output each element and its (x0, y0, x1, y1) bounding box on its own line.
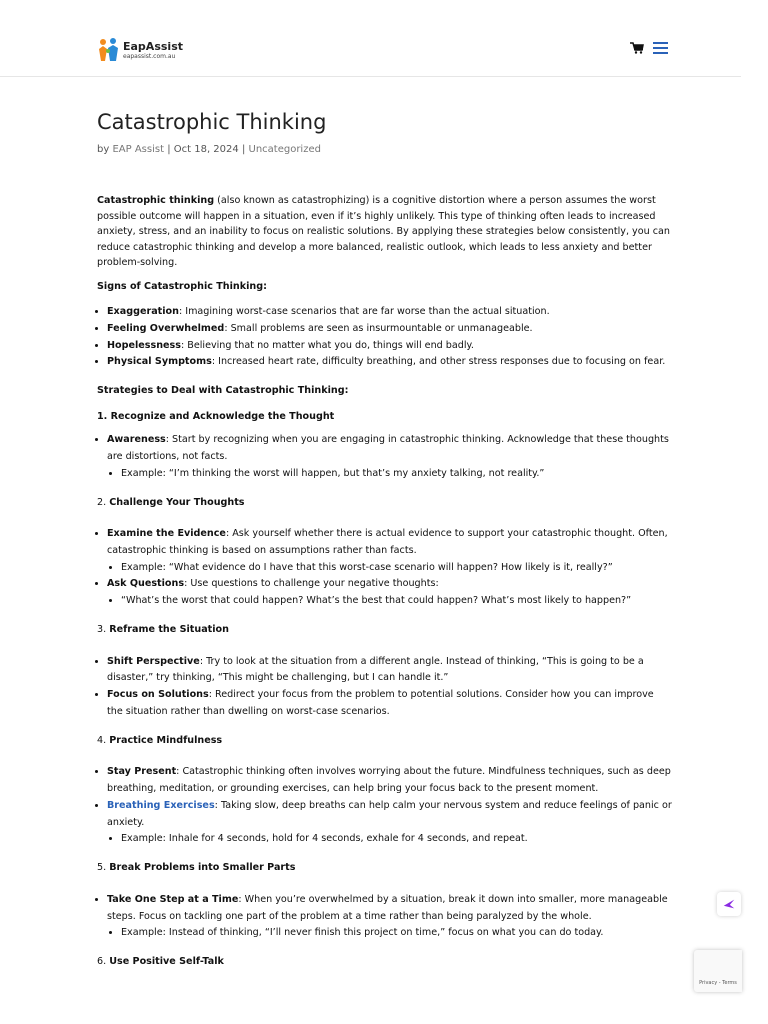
strategy-1-heading (97, 409, 672, 425)
list-item-text: : Believing that no matter what you do, things will end badly. (180, 339, 474, 351)
list-item-term: Take One Step at a Time (107, 893, 239, 905)
strategy-3-heading (97, 622, 672, 638)
strategy-2-list (97, 526, 672, 610)
list-item-term: Examine the Evidence (107, 528, 226, 540)
list-item-term: Stay Present (107, 766, 177, 778)
sub-list (107, 560, 672, 577)
post-title: Catastrophic Thinking (97, 110, 327, 134)
list-item (107, 432, 672, 482)
meta-separator: | (167, 144, 174, 155)
list-item-text: : Increased heart rate, difficulty breathing, and other stress responses due to focusing on fear. (211, 356, 666, 368)
sub-list-item: • “What’s the worst that could happen? What’s the best that could happen? What’s most likely to happen?” (121, 593, 672, 610)
list-item-term: Feeling Overwhelmed (107, 322, 225, 334)
strategy-6-heading-text: Use Positive Self-Talk (109, 956, 224, 968)
hamburger-menu-icon[interactable] (653, 42, 668, 54)
strategy-1-heading-text: 1. Recognize and Acknowledge the Thought (97, 410, 335, 422)
logo-text (123, 41, 183, 60)
site-logo[interactable] (98, 36, 188, 64)
list-item (107, 654, 672, 688)
list-item (107, 526, 672, 576)
strategy-5-list (97, 892, 672, 942)
strategies-heading (97, 383, 672, 399)
list-item (107, 338, 672, 355)
signs-heading-text: Signs of Catastrophic Thinking: (97, 280, 267, 292)
list-item-text: : When you’re overwhelmed by a situation, break it down into smaller, more manageable steps. Focus on tackling one part of the problem at a time rather than being paralyzed by the whole. (107, 893, 668, 922)
strategy-4-heading (97, 733, 672, 749)
list-item (107, 304, 672, 321)
list-item-term: Focus on Solutions (107, 689, 209, 701)
list-item-text: : Ask yourself whether there is actual evidence to support your catastrophic thought. Often, catastrophic thinking is based on assumptions rather than facts. (107, 528, 668, 556)
strategy-3-heading-text: Reframe the Situation (109, 624, 229, 636)
post-date: Oct 18, 2024 (173, 144, 239, 155)
post-content (97, 106, 672, 970)
strategy-2-heading-text: Challenge Your Thoughts (109, 496, 245, 508)
list-item (107, 892, 672, 942)
breathing-exercises-link[interactable]: Breathing Exercises (107, 799, 215, 811)
cart-icon[interactable] (630, 42, 644, 54)
strategy-number: 4. (97, 734, 110, 746)
recaptcha-text: Privacy - Terms (699, 980, 737, 986)
sub-list (107, 593, 672, 610)
logo-icon (98, 37, 120, 63)
strategy-6-heading (97, 954, 672, 970)
list-item (107, 798, 672, 848)
sub-list-item: • Example: “What evidence do I have that this worst-case scenario will happen? How likely is it, really?” (121, 560, 672, 577)
author-link[interactable]: EAP Assist (112, 144, 164, 155)
site-header (0, 0, 741, 77)
list-item-text: : Redirect your focus from the problem to potential solutions. Consider how you can improve the situation rather than dwelling on worst-case scenarios. (107, 689, 654, 717)
list-item-text: : Catastrophic thinking often involves worrying about the future. Mindfulness techniques, such as deep breathing, meditation, or grounding exercises, can help bring your focus back to the present moment. (107, 766, 671, 795)
strategy-1-list (97, 432, 672, 482)
sub-list (107, 831, 672, 848)
strategy-number: 6. (97, 956, 110, 968)
intro-text: (also known as catastrophizing) is a cognitive distortion where a person assumes the worst possible outcome will happen in a situation, even if it’s highly unlikely. This type of thinking often leads to increased anxiety, stress, and an inability to focus on realistic solutions. By applying these strategies below consistently, you can reduce catastrophic thinking and develop a more balanced, realistic outlook, which leads to less anxiety and better problem-solving. (97, 195, 670, 268)
list-item (107, 321, 672, 338)
sub-list-item: • Example: Instead of thinking, “I’ll never finish this project on time,” focus on what you can do today. (121, 925, 672, 942)
strategy-number: 2. (97, 496, 110, 508)
strategy-number: 5. (97, 862, 110, 874)
list-item-term: Hopelessness (107, 339, 181, 351)
meta-separator: | (241, 144, 249, 155)
strategies-heading-text: Strategies to Deal with Catastrophic Thinking: (97, 385, 349, 397)
strategy-5-heading (97, 860, 672, 876)
list-item-text: : Taking slow, deep breaths can help calm your nervous system and reduce feelings of panic or anxiety. (107, 799, 672, 828)
logo-url: eapassist.com.au (123, 52, 176, 60)
list-item (107, 576, 672, 610)
list-item (107, 354, 672, 371)
list-item (107, 687, 672, 721)
sub-list (107, 925, 672, 942)
list-item-term: Exaggeration (107, 306, 179, 317)
signs-heading (97, 279, 672, 295)
category-link[interactable]: Uncategorized (248, 144, 321, 155)
list-item-text: : Try to look at the situation from a different angle. Instead of thinking, “This is going to be a disaster,” try thinking, “This might be challenging, but I can handle it.” (107, 655, 644, 684)
strategy-5-heading-text: Break Problems into Smaller Parts (109, 862, 296, 874)
meta-by: by (97, 144, 110, 155)
strategy-4-heading-text: Practice Mindfulness (109, 734, 223, 746)
list-item-term: Physical Symptoms (107, 356, 212, 368)
chat-widget-button[interactable] (717, 892, 741, 916)
list-item-term: Ask Questions (107, 578, 185, 590)
intro-paragraph (97, 193, 672, 271)
strategy-4-list (97, 764, 672, 848)
list-item (107, 764, 672, 798)
list-item-text: : Imagining worst-case scenarios that are far worse than the actual situation. (178, 306, 550, 317)
sub-list-item: • Example: Inhale for 4 seconds, hold for 4 seconds, exhale for 4 seconds, and repeat. (121, 831, 672, 848)
list-item-text: : Use questions to challenge your negative thoughts: (184, 578, 439, 590)
signs-list (97, 304, 672, 371)
intro-term: Catastrophic thinking (97, 195, 215, 206)
recaptcha-badge[interactable] (694, 950, 742, 992)
list-item-text: : Small problems are seen as insurmountable or unmanageable. (224, 322, 533, 334)
strategy-2-heading (97, 495, 672, 511)
chat-widget-icon (722, 897, 736, 911)
strategy-3-list (97, 654, 672, 721)
sub-list-item: • Example: “I’m thinking the worst will happen, but that’s my anxiety talking, not reality.” (121, 466, 672, 483)
post-meta (97, 144, 672, 155)
logo-name: EapAssist (123, 39, 183, 53)
list-item-term: Awareness (107, 434, 166, 446)
list-item-text: : Start by recognizing when you are engaging in catastrophic thinking. Acknowledge that these thoughts are distortions, not facts. (107, 434, 669, 462)
list-item-term: Shift Perspective (107, 655, 200, 667)
strategy-number: 3. (97, 624, 110, 636)
sub-list (107, 466, 672, 483)
